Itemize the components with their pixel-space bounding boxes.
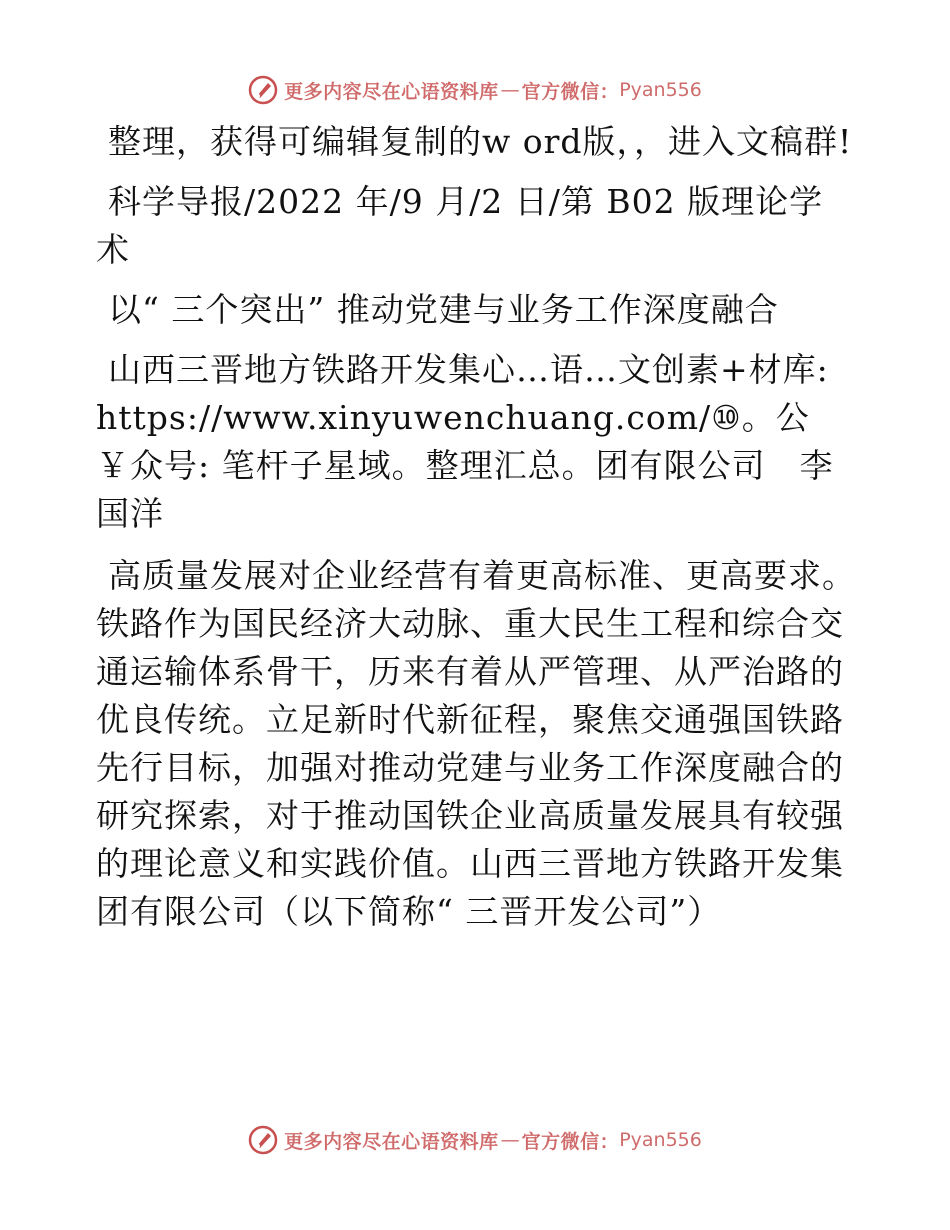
article-title: 以“ 三个突出” 推动党建与业务工作深度融合 bbox=[108, 290, 779, 329]
paragraph-author: 山西三晋地方铁路开发集心…语…文创素+材库: https://www.xinyuwenchuang.com/⑩。公￥众号: 笔杆子星域。整理汇总。团有限公司 李国洋 bbox=[96, 350, 834, 533]
watermark-text: 更多内容尽在心语资料库 bbox=[284, 1130, 499, 1153]
watermark-separator: — bbox=[500, 79, 520, 101]
watermark-wechat-label: 官方微信： bbox=[521, 1130, 620, 1153]
document-body bbox=[96, 118, 856, 948]
watermark-wechat-id: Pyan556 bbox=[619, 1129, 702, 1151]
header-watermark bbox=[0, 72, 950, 108]
watermark-separator: — bbox=[500, 1129, 520, 1151]
watermark-wechat-id: Pyan556 bbox=[619, 79, 702, 101]
logo-pen-icon bbox=[248, 75, 278, 105]
paragraph-intro: 整理，获得可编辑复制的w ord版，，进入文稿群! bbox=[108, 122, 853, 161]
logo-pen-icon bbox=[248, 1125, 278, 1155]
paragraph-body: 高质量发展对企业经营有着更高标准、更高要求。铁路作为国民经济大动脉、重大民生工程和综合交通运输体系骨干，历来有着从严管理、从严治路的优良传统。立足新时代新征程，聚焦交通强国铁路先行目标，加强对推动党建与业务工作深度融合的研究探索，对于推动国铁企业高质量发展具有较强的理论意义和实践价值。山西三晋地方铁路开发集团有限公司（以下简称“ 三晋开发公司”） bbox=[96, 556, 856, 931]
footer-watermark bbox=[0, 1122, 950, 1158]
paragraph-source: 科学导报/2022 年/9 月/2 日/第 B02 版理论学术 bbox=[96, 182, 824, 269]
watermark-text: 更多内容尽在心语资料库 bbox=[284, 80, 499, 103]
watermark-wechat-label: 官方微信： bbox=[521, 80, 620, 103]
